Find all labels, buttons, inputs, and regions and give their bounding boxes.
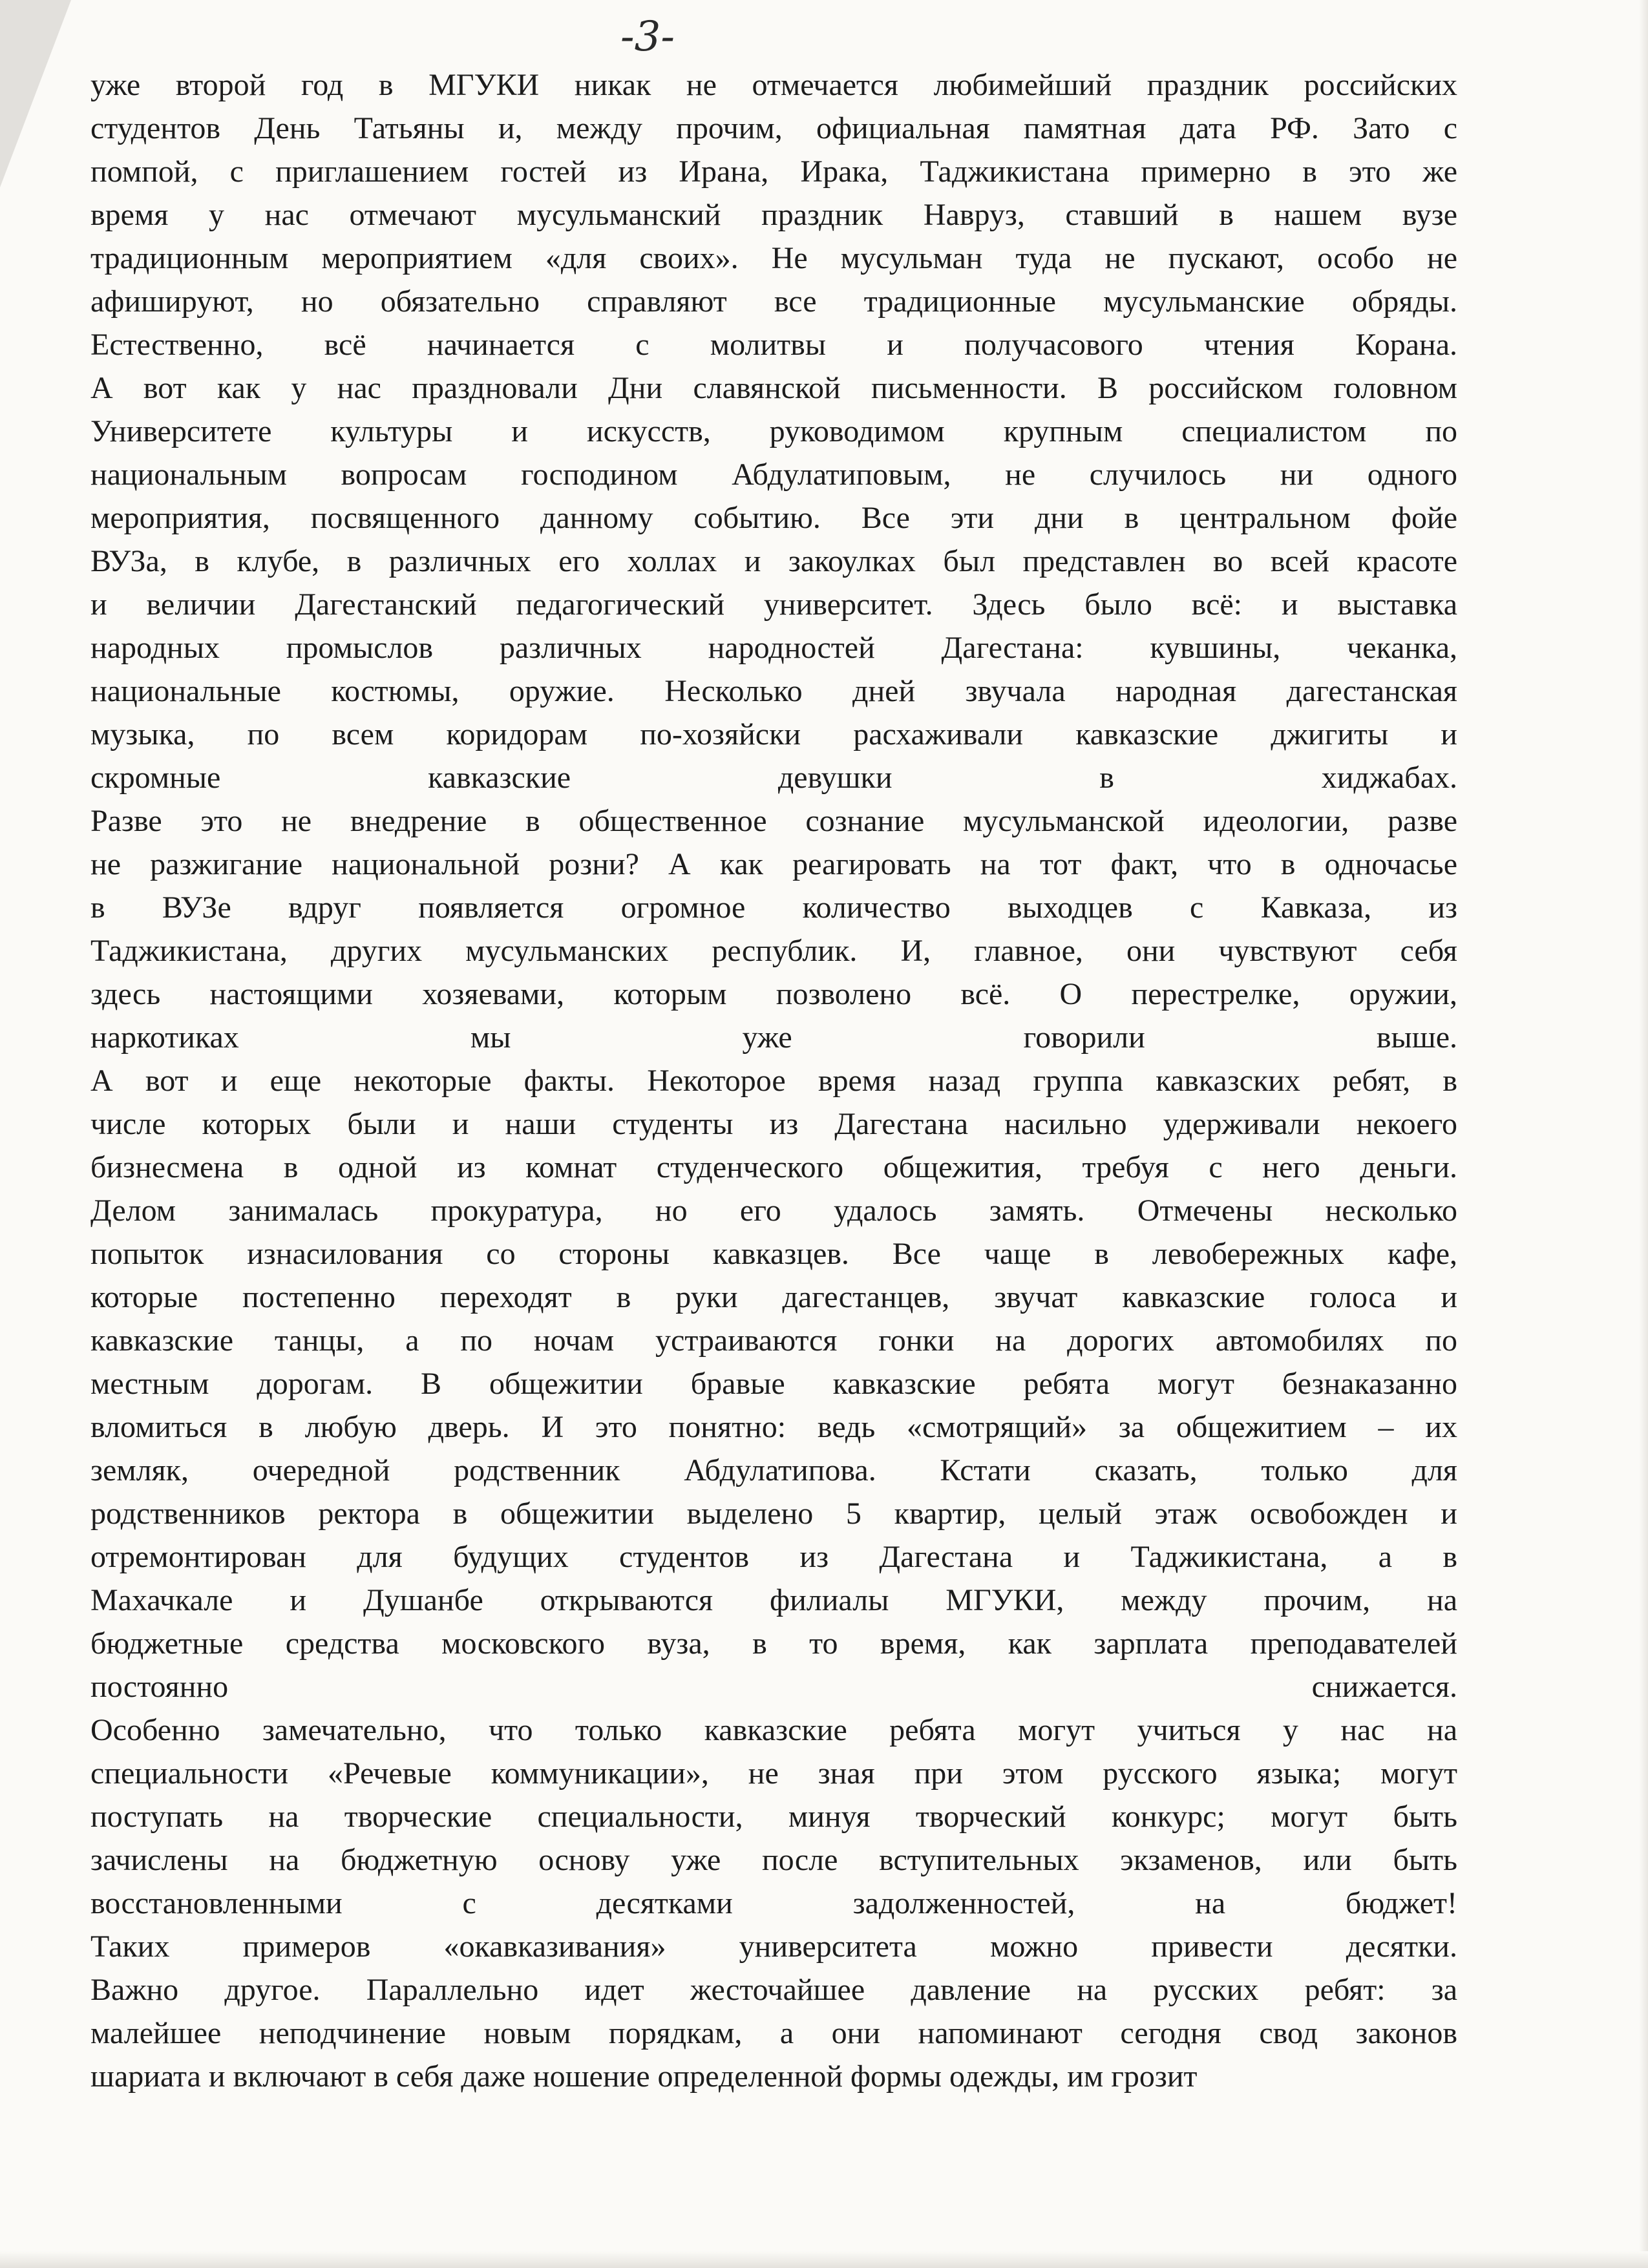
text-line: помпой, с приглашением гостей из Ирана, Ирака, Таджикистана примерно в это же bbox=[90, 154, 1457, 189]
text-line: не разжигание национальной розни? А как реагировать на тот факт, что в одночасье bbox=[90, 847, 1457, 881]
text-line: скромные кавказские девушки в хиджабах. bbox=[90, 761, 1457, 795]
text-line: поступать на творческие специальности, минуя творческий конкурс; могут быть bbox=[90, 1800, 1457, 1834]
text-line: вломиться в любую дверь. И это понятно: ведь «смотрящий» за общежитием – их bbox=[90, 1410, 1457, 1444]
text-line: попыток изнасилования со стороны кавказцев. Все чаще в левобережных кафе, bbox=[90, 1237, 1457, 1271]
text-line: бюджетные средства московского вуза, в то время, как зарплата преподавателей bbox=[90, 1626, 1457, 1661]
text-line: наркотиках мы уже говорили выше. bbox=[90, 1020, 1457, 1055]
text-line: национальные костюмы, оружие. Несколько дней звучала народная дагестанская bbox=[90, 674, 1457, 708]
folded-corner bbox=[0, 0, 71, 187]
text-line: малейшее неподчинение новым порядкам, а они напоминают сегодня свод законов bbox=[90, 2016, 1457, 2050]
text-line: народных промыслов различных народностей Дагестана: кувшины, чеканка, bbox=[90, 631, 1457, 665]
text-line: А вот и еще некоторые факты. Некоторое время назад группа кавказских ребят, в bbox=[90, 1064, 1457, 1098]
text-line: постоянно снижается. bbox=[90, 1670, 1457, 1704]
text-line: ВУЗа, в клубе, в различных его холлах и закоулках был представлен во всей красоте bbox=[90, 544, 1457, 578]
text-line: Разве это не внедрение в общественное сознание мусульманской идеологии, разве bbox=[90, 804, 1457, 838]
text-line: афишируют, но обязательно справляют все традиционные мусульманские обряды. bbox=[90, 284, 1457, 319]
text-line: в ВУЗе вдруг появляется огромное количество выходцев с Кавказа, из bbox=[90, 890, 1457, 925]
text-line: А вот как у нас праздновали Дни славянской письменности. В российском головном bbox=[90, 371, 1457, 405]
text-line: Делом занималась прокуратура, но его удалось замять. Отмечены несколько bbox=[90, 1193, 1457, 1228]
text-line: шариата и включают в себя даже ношение определенной формы одежды, им грозит bbox=[90, 2059, 1198, 2094]
page-bottom-edge bbox=[0, 2251, 1648, 2268]
text-line: Таджикистана, других мусульманских республик. И, главное, они чувствуют себя bbox=[90, 934, 1457, 968]
text-line: бизнесмена в одной из комнат студенческого общежития, требуя с него деньги. bbox=[90, 1150, 1457, 1184]
text-line: родственников ректора в общежитии выделено 5 квартир, целый этаж освобожден и bbox=[90, 1496, 1457, 1531]
text-line: уже второй год в МГУКИ никак не отмечается любимейший праздник российских bbox=[90, 68, 1457, 102]
text-line: отремонтирован для будущих студентов из Дагестана и Таджикистана, а в bbox=[90, 1540, 1457, 1574]
page-right-edge bbox=[1639, 0, 1648, 2268]
text-line: кавказские танцы, а по ночам устраиваются гонки на дорогих автомобилях по bbox=[90, 1323, 1457, 1358]
text-line: Особенно замечательно, что только кавказские ребята могут учиться у нас на bbox=[90, 1713, 1457, 1747]
text-line: земляк, очередной родственник Абдулатипова. Кстати сказать, только для bbox=[90, 1453, 1457, 1487]
text-line: зачислены на бюджетную основу уже после вступительных экзаменов, или быть bbox=[90, 1843, 1457, 1877]
body-text bbox=[90, 63, 1457, 2098]
text-line: национальным вопросам господином Абдулатиповым, не случилось ни одного bbox=[90, 457, 1457, 492]
text-line: здесь настоящими хозяевами, которым позволено всё. О перестрелке, оружии, bbox=[90, 977, 1457, 1011]
text-line: студентов День Татьяны и, между прочим, официальная памятная дата РФ. Зато с bbox=[90, 111, 1457, 145]
text-line: время у нас отмечают мусульманский праздник Навруз, ставший в нашем вузе bbox=[90, 198, 1457, 232]
text-line: восстановленными с десятками задолженностей, на бюджет! bbox=[90, 1886, 1457, 1920]
text-line: которые постепенно переходят в руки дагестанцев, звучат кавказские голоса и bbox=[90, 1280, 1457, 1314]
text-line: числе которых были и наши студенты из Дагестана насильно удерживали некоего bbox=[90, 1107, 1457, 1141]
text-line: музыка, по всем коридорам по-хозяйски расхаживали кавказские джигиты и bbox=[90, 717, 1457, 751]
text-line: и величии Дагестанский педагогический университет. Здесь было всё: и выставка bbox=[90, 587, 1457, 622]
text-line: Таких примеров «окавказивания» университета можно привести десятки. bbox=[90, 1929, 1457, 1964]
text-line: местным дорогам. В общежитии бравые кавказские ребята могут безнаказанно bbox=[90, 1367, 1457, 1401]
text-line: Важно другое. Параллельно идет жесточайшее давление на русских ребят: за bbox=[90, 1973, 1457, 2007]
text-line: специальности «Речевые коммуникации», не зная при этом русского языка; могут bbox=[90, 1756, 1457, 1790]
text-line: традиционным мероприятием «для своих». Не мусульман туда не пускают, особо не bbox=[90, 241, 1457, 275]
text-line: Махачкале и Душанбе открываются филиалы МГУКИ, между прочим, на bbox=[90, 1583, 1457, 1617]
page-number: -3- bbox=[620, 13, 675, 61]
text-line: Естественно, всё начинается с молитвы и получасового чтения Корана. bbox=[90, 328, 1457, 362]
text-line: Университете культуры и искусств, руководимом крупным специалистом по bbox=[90, 414, 1457, 448]
text-line: мероприятия, посвященного данному событию. Все эти дни в центральном фойе bbox=[90, 501, 1457, 535]
